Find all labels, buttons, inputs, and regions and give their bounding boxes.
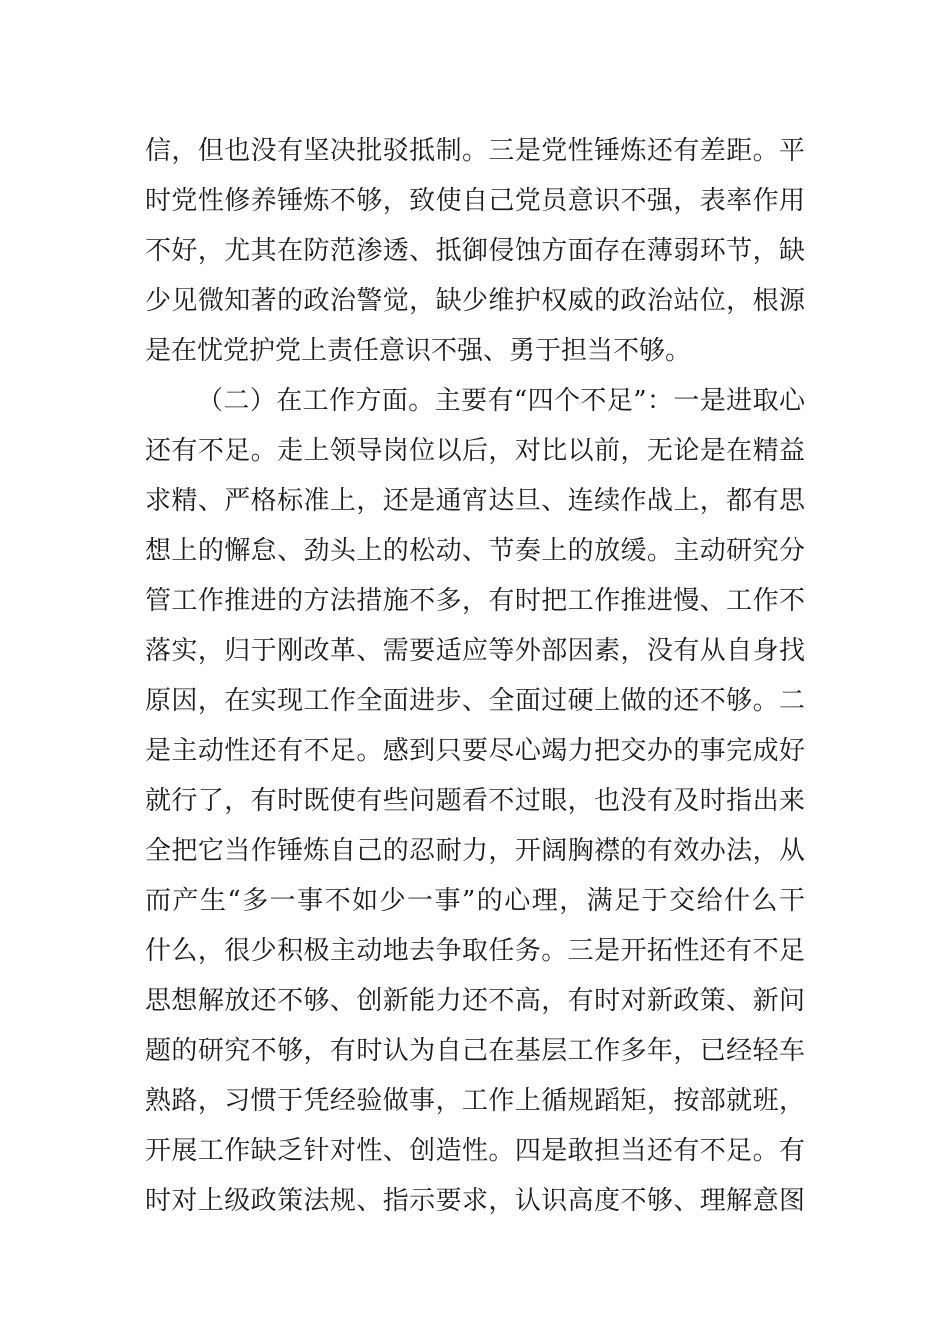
section-heading-line: （二）在工作方面。主要有“四个不足”：一是进取心	[197, 386, 805, 416]
text-line: 管工作推进的方法措施不多，有时把工作推进慢、工作不	[145, 586, 805, 616]
text-line: 想上的懈怠、劲头上的松动、节奏上的放缓。主动研究分	[145, 536, 805, 566]
text-line: 原因，在实现工作全面进步、全面过硬上做的还不够。二	[145, 686, 805, 716]
text-line: 时党性修养锤炼不够，致使自己党员意识不强，表率作用	[145, 186, 805, 216]
text-line: 而产生“多一事不如少一事”的心理，满足于交给什么干	[145, 886, 805, 916]
text-line: 是主动性还有不足。感到只要尽心竭力把交办的事完成好	[145, 736, 805, 766]
text-line: 时对上级政策法规、指示要求，认识高度不够、理解意图	[145, 1186, 805, 1216]
text-line: 什么，很少积极主动地去争取任务。三是开拓性还有不足	[145, 936, 805, 966]
text-line: 题的研究不够，有时认为自己在基层工作多年，已经轻车	[145, 1036, 805, 1066]
text-line: 落实，归于刚改革、需要适应等外部因素，没有从自身找	[145, 636, 805, 666]
text-line: 不好，尤其在防范渗透、抵御侵蚀方面存在薄弱环节，缺	[145, 236, 805, 266]
text-line: 是在忧党护党上责任意识不强、勇于担当不够。	[145, 336, 692, 366]
text-line: 就行了，有时既使有些问题看不过眼，也没有及时指出来	[145, 786, 805, 816]
text-line: 熟路，习惯于凭经验做事，工作上循规蹈矩，按部就班，	[145, 1086, 805, 1116]
text-line: 少见微知著的政治警觉，缺少维护权威的政治站位，根源	[145, 286, 805, 316]
text-line: 还有不足。走上领导岗位以后，对比以前，无论是在精益	[145, 436, 805, 466]
text-line: 开展工作缺乏针对性、创造性。四是敢担当还有不足。有	[145, 1136, 805, 1166]
text-line: 信，但也没有坚决批驳抵制。三是党性锤炼还有差距。平	[145, 136, 805, 166]
text-line: 全把它当作锤炼自己的忍耐力，开阔胸襟的有效办法，从	[145, 836, 805, 866]
text-line: 思想解放还不够、创新能力还不高，有时对新政策、新问	[145, 986, 805, 1016]
text-line: 求精、严格标准上，还是通宵达旦、连续作战上，都有思	[145, 486, 805, 516]
